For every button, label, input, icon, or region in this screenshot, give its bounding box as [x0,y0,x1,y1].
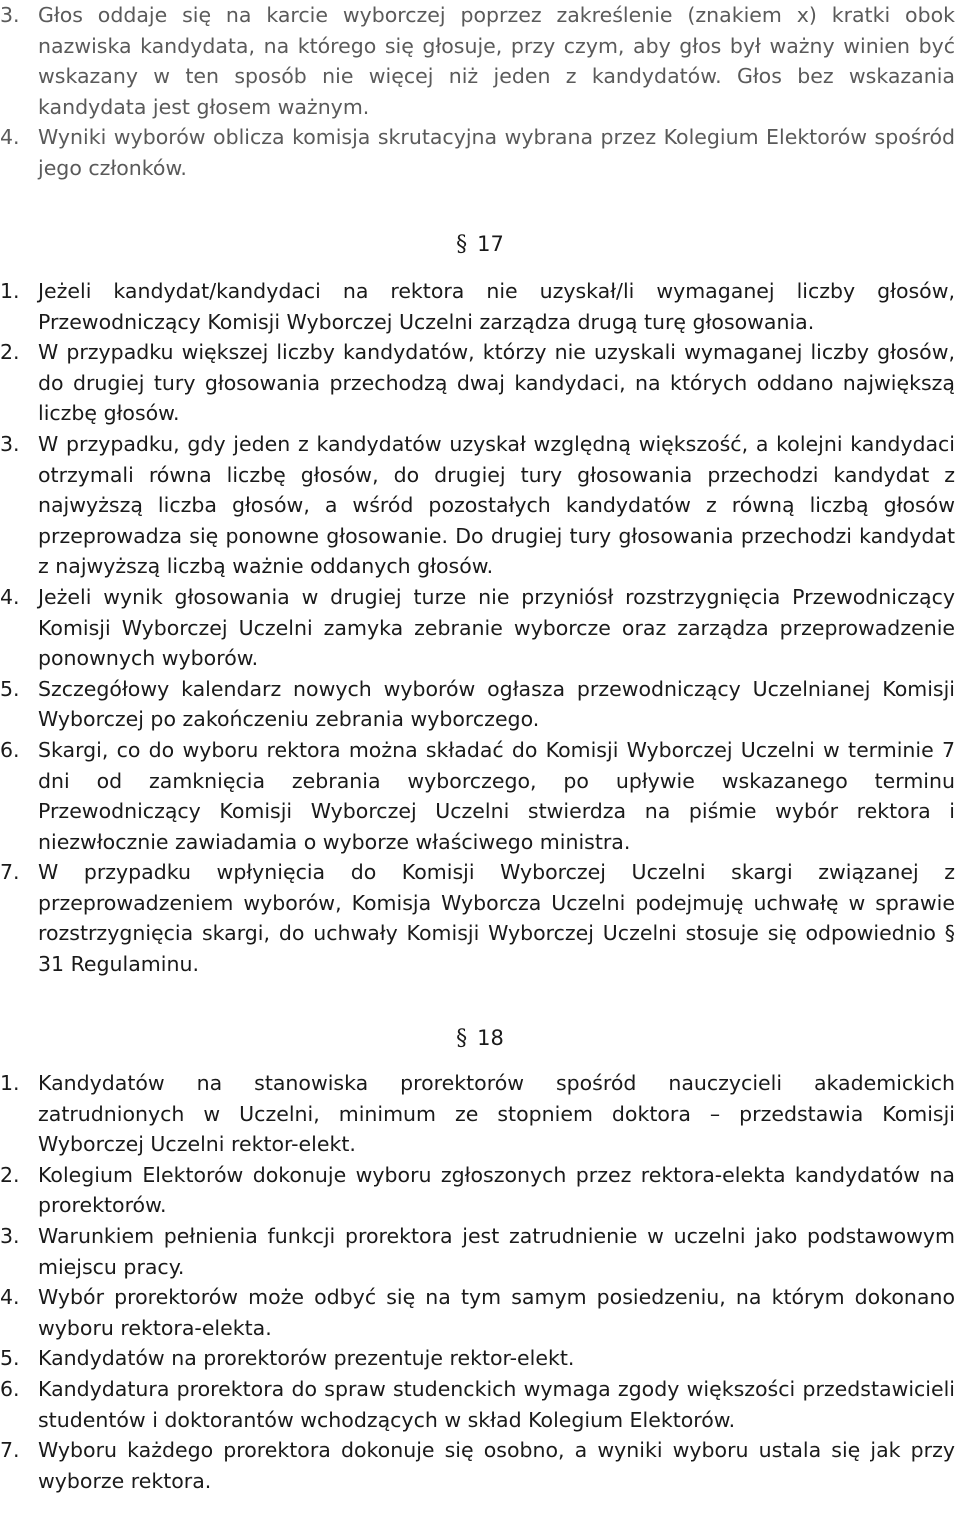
list-item [0,1160,955,1221]
item-number: 3. [0,1223,20,1248]
list-item [0,122,955,183]
item-number: 6. [0,737,20,762]
item-text: Kandydatura prorektora do spraw studenckich wymaga zgody większości przedstawicieli studentów i doktorantów wchodzących w skład Kolegium Elektorów. [38,1376,955,1432]
list-item [0,582,955,674]
list-item [0,1068,955,1160]
item-text: Skargi, co do wyboru rektora można składać do Komisji Wyborczej Uczelni w terminie 7 dni od zamknięcia zebrania wyborczego, po upływie wskazanego terminu Przewodniczący Komisji Wyborczej Uczelni stwierdza na piśmie wybór rektora i niezwłocznie zawiadamia o wyborze właściwego ministra. [38,737,955,854]
section-number: 17 [477,232,504,256]
item-text: Warunkiem pełnienia funkcji prorektora jest zatrudnienie w uczelni jako podstawowym miejscu pracy. [38,1223,955,1279]
item-number: 2. [0,340,20,365]
item-number: 3. [0,431,20,456]
item-number: 3. [0,3,20,27]
list-item [0,337,955,429]
item-text: Kolegium Elektorów dokonuje wyboru zgłoszonych przez rektora-elekta kandydatów na prorektorów. [38,1162,955,1218]
item-number: 4. [0,1285,20,1310]
item-number: 1. [0,279,20,303]
section-18-heading [0,1023,960,1055]
list-item [0,1282,955,1343]
list-item [0,276,955,337]
list-item [0,674,955,735]
item-number: 1. [0,1071,20,1095]
item-number: 5. [0,676,20,701]
section-17-items [0,276,960,980]
list-item [0,1221,955,1282]
item-text: Kandydatów na stanowiska prorektorów spośród nauczycieli akademickich zatrudnionych w Uczelni, minimum ze stopniem doktora – przedstawia Komisji Wyborczej Uczelni rektor-elekt. [38,1071,955,1157]
item-text: Kandydatów na prorektorów prezentuje rektor-elekt. [38,1346,575,1371]
item-number: 5. [0,1346,20,1371]
section-18-items [0,1068,960,1496]
item-number: 2. [0,1162,20,1187]
item-text: W przypadku większej liczby kandydatów, którzy nie uzyskali wymaganej liczby głosów, do drugiej tury głosowania przechodzą dwaj kandydaci, na których oddano największą liczbę głosów. [38,340,955,426]
list-item [0,1435,955,1496]
item-text: W przypadku wpłynięcia do Komisji Wyborczej Uczelni skargi związanej z przeprowadzeniem wyborów, Komisja Wyborcza Uczelni podejmuję uchwałę w sprawie rozstrzygnięcia skargi, do uchwały Komisji Wyborczej Uczelni stosuje się odpowiednio § 31 Regulaminu. [38,860,955,977]
item-text: Wyniki wyborów oblicza komisja skrutacyjna wybrana przez Kolegium Elektorów spośród jego członków. [38,125,955,180]
item-number: 6. [0,1376,20,1401]
list-item [0,1343,955,1374]
item-text: Jeżeli kandydat/kandydaci na rektora nie uzyskał/li wymaganej liczby głosów, Przewodniczący Komisji Wyborczej Uczelni zarządza drugą turę głosowania. [38,279,955,334]
previous-section-items [0,0,960,184]
paragraph-sign: § [456,232,468,257]
item-number: 7. [0,860,20,885]
list-item [0,735,955,857]
section-number: 18 [477,1026,504,1050]
item-text: Głos oddaje się na karcie wyborczej poprzez zakreślenie (znakiem x) kratki obok nazwiska kandydata, na którego się głosuje, przy czym, aby głos był ważny winien być wskazany w ten sposób nie więcej niż jeden z kandydatów. Głos bez wskazania kandydata jest głosem ważnym. [38,3,955,119]
item-number: 4. [0,584,20,609]
item-text: W przypadku, gdy jeden z kandydatów uzyskał względną większość, a kolejni kandydaci otrzymali równa liczbę głosów, do drugiej tury głosowania przechodzi kandydat z najwyższą liczba głosów, a wśród pozostałych kandydatów z równą liczbą głosów przeprowadza się ponowne głosowanie. Do drugiej tury głosowania przechodzi kandydat z najwyższą liczbą ważnie oddanych głosów. [38,431,955,579]
item-text: Wyboru każdego prorektora dokonuje się osobno, a wyniki wyboru ustala się jak przy wyborze rektora. [38,1438,955,1493]
item-text: Wybór prorektorów może odbyć się na tym samym posiedzeniu, na którym dokonano wyboru rektora-elekta. [38,1285,955,1340]
item-text: Szczegółowy kalendarz nowych wyborów ogłasza przewodniczący Uczelnianej Komisji Wyborczej po zakończeniu zebrania wyborczego. [38,676,955,732]
paragraph-sign: § [456,1026,468,1051]
section-17-heading [0,229,960,261]
item-number: 4. [0,125,20,150]
list-item [0,1374,955,1435]
list-item [0,0,955,122]
list-item [0,429,955,582]
item-text: Jeżeli wynik głosowania w drugiej turze nie przyniósł rozstrzygnięcia Przewodniczący Komisji Wyborczej Uczelni zamyka zebranie wyborcze oraz zarządza przeprowadzenie ponownych wyborów. [38,584,955,671]
list-item [0,857,955,979]
item-number: 7. [0,1438,20,1463]
